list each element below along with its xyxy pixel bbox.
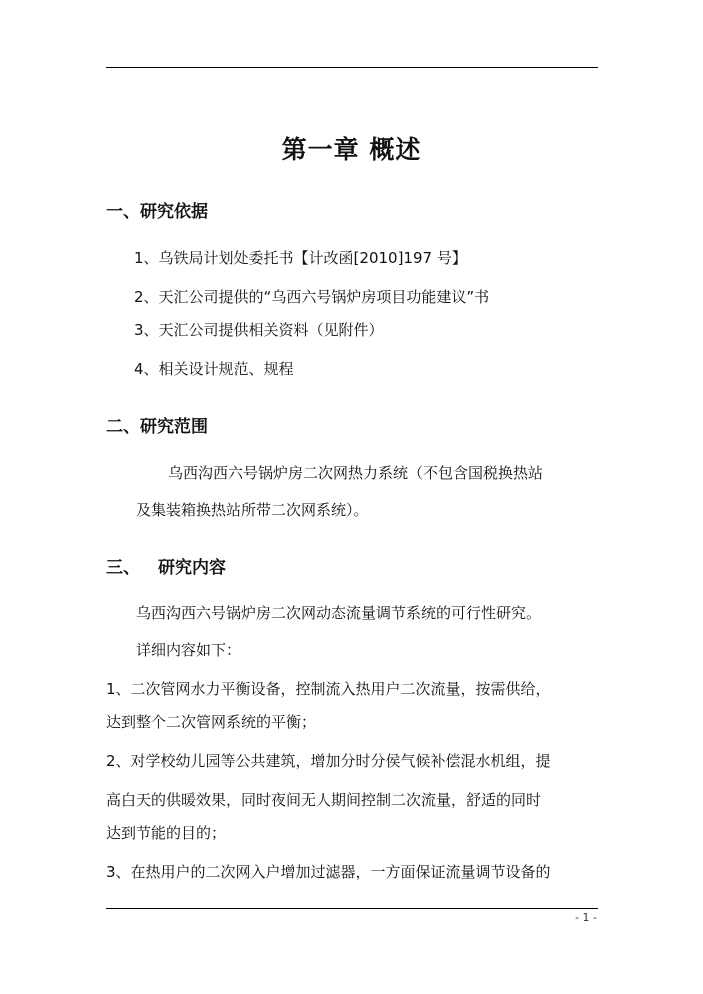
section-heading-content-text: 研究内容: [158, 558, 226, 578]
basis-item-1: 1、乌铁局计划处委托书【计改函[2010]197 号】: [134, 249, 467, 267]
content-item-1-line-1: 1、二次管网水力平衡设备，控制流入热用户二次流量，按需供给，: [106, 680, 551, 698]
chapter-title: 第一章 概述: [281, 135, 422, 164]
content-item-2-line-3: 达到节能的目的；: [106, 824, 227, 842]
page-number: - 1 -: [575, 911, 597, 924]
content-item-2-line-1: 2、对学校幼儿园等公共建筑，增加分时分侯气候补偿混水机组，提: [106, 752, 551, 770]
scope-paragraph-line-1: 乌西沟西六号锅炉房二次网热力系统（不包含国税换热站: [168, 464, 544, 482]
section-heading-basis: 一、研究依据: [106, 202, 208, 222]
basis-item-2: 2、天汇公司提供的“乌西六号锅炉房项目功能建议”书: [134, 288, 490, 306]
section-heading-content-number: 三、: [106, 558, 140, 578]
footer-rule: [106, 908, 598, 909]
content-detail-label: 详细内容如下：: [136, 641, 242, 659]
basis-item-4: 4、相关设计规范、规程: [134, 360, 294, 378]
section-heading-scope: 二、研究范围: [106, 417, 208, 437]
content-item-2-line-2: 高白天的供暖效果，同时夜间无人期间控制二次流量，舒适的同时: [106, 791, 542, 809]
content-item-1-line-2: 达到整个二次管网系统的平衡；: [106, 713, 317, 731]
content-intro: 乌西沟西六号锅炉房二次网动态流量调节系统的可行性研究。: [136, 604, 542, 622]
scope-paragraph-line-2: 及集装箱换热站所带二次网系统）。: [136, 501, 369, 519]
section-heading-content: [106, 553, 226, 578]
content-item-3-line-1: 3、在热用户的二次网入户增加过滤器，一方面保证流量调节设备的: [106, 863, 551, 881]
header-rule: [106, 67, 598, 68]
basis-item-3: 3、天汇公司提供相关资料（见附件）: [134, 321, 384, 339]
